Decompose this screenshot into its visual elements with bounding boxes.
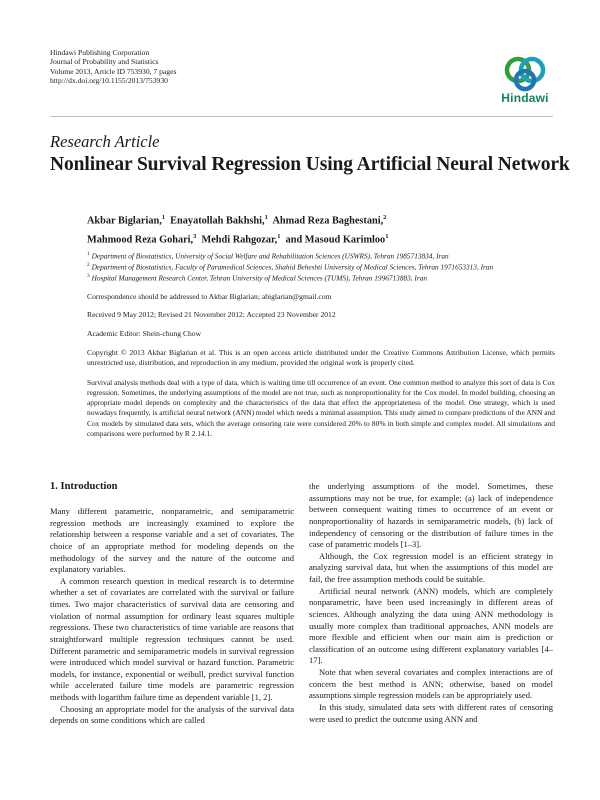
article-type: Research Article bbox=[50, 132, 160, 151]
body-paragraph: Artificial neural network (ANN) models, which are completely nonparametric, have been used increasingly in different areas of sciences. Although analyzing the data using ANN methodology is usually more complex than traditional approaches, ANN models are more flexible and efficient when our main aim is prediction or classification of an outcome using different explanatory variables [4–17]. bbox=[309, 585, 553, 666]
body-paragraph: A common research question in medical research is to determine whether a set of covariates are correlated with the survival or failure times. Two major characteristics of survival data are censoring and violation of normal assumption for ordinary least squares multiple regressions. These two characteristics of time variable are reasons that straightforward multiple regression techniques cannot be used. Different parametric and semiparametric models in survival regression were introduced which model survival or hazard function. Parametric models, for instance, exponential or weibull, predict survival function while accelerated failure time models are parametric regression methods with logarithm failure time as dependent variable [1, 2]. bbox=[50, 575, 294, 702]
author-affiliation-mark: 1 bbox=[161, 214, 166, 221]
body-paragraph: Choosing an appropriate model for the analysis of the survival data depends on some conditions which are called bbox=[50, 703, 294, 726]
logo-text: Hindawi bbox=[501, 91, 549, 105]
author-name: Ahmad Reza Baghestani, bbox=[272, 215, 384, 227]
correspondence: Correspondence should be addressed to Akbar Biglarian; abiglarian@gmail.com bbox=[87, 292, 332, 301]
body-column-left bbox=[50, 481, 294, 727]
body-paragraph: Note that when several covariates and complex interactions are of concern the best method is ANN; otherwise, based on model assumptions simple regression models can be appropriately used. bbox=[309, 667, 553, 701]
volume-info: Volume 2013, Article ID 753930, 7 pages bbox=[50, 66, 177, 76]
author-list bbox=[87, 210, 567, 249]
doi-link[interactable]: http://dx.doi.org/10.1155/2013/753930 bbox=[50, 75, 168, 85]
affiliation-item: $^1$ Department of Biostatistics, University of Social Welfare and Rehabilitation Sciences (USWRS), Tehran 1985713834, Iran bbox=[87, 251, 449, 261]
body-paragraph: Although, the Cox regression model is an efficient strategy in analyzing survival data, but when the assumptions of this model are fail, the free assumption methods could be suitable. bbox=[309, 550, 553, 584]
publisher: Hindawi Publishing Corporation bbox=[50, 48, 150, 57]
section-heading: 1. Introduction bbox=[50, 481, 118, 492]
author-affiliation-mark: 1 bbox=[385, 233, 389, 241]
author-name: and Masoud Karimloo bbox=[285, 234, 386, 246]
affiliation-list bbox=[87, 250, 557, 284]
abstract: Survival analysis methods deal with a type of data, which is waiting time till occurrence of an event. One common method to analyze this sort of data is Cox regression. Sometimes, the underlying assumptions of the model are not true, such as nonproportionality for the Cox model. In model building, choosing an appropriate model depends on complexity and the characteristics of the data that effect the appropriateness of the model. One strategy, which is used nowadays frequently, is artificial neural network (ANN) model which needs a minimal assumption. This study aimed to compare predictions of the ANN and Cox models by simulated data sets, which the average censoring rate were considered 20% to 80% in both simple and complex model. All simulations and comparisons were performed by R 2.14.1. bbox=[87, 378, 555, 438]
author-name: Mehdi Rahgozar, bbox=[201, 234, 278, 246]
journal-name: Journal of Probability and Statistics bbox=[50, 57, 159, 67]
copyright-notice: Copyright © 2013 Akbar Biglarian et al. This is an open access article distributed under the Creative Commons Attribution License, which permits unrestricted use, distribution, and reproduction in any medium, provided the original work is properly cited. bbox=[87, 348, 555, 367]
author-name: Akbar Biglarian, bbox=[87, 215, 162, 227]
author-affiliation-mark: 1 bbox=[277, 233, 281, 241]
body-paragraph: Many different parametric, nonparametric, and semiparametric regression methods are increasingly examined to explore the relationship between a response variable and a set of covariates. The choice of an appropriate method for modeling depends on the methodology of the survey and the nature of the outcome and explanatory variables. bbox=[50, 506, 294, 575]
paper-title: Nonlinear Survival Regression Using Artificial Neural Network bbox=[50, 154, 570, 175]
author-affiliation-mark: 2 bbox=[383, 214, 387, 221]
affiliation-item: $^3$ Hospital Management Research Center, Tehran University of Medical Sciences (TUMS), Tehran 1996713883, Iran bbox=[87, 273, 427, 283]
author-affiliation-mark: 1 bbox=[264, 214, 268, 221]
received-dates: Received 9 May 2012; Revised 21 November 2012; Accepted 23 November 2012 bbox=[87, 310, 336, 319]
author-affiliation-mark: 3 bbox=[193, 233, 197, 241]
author-name: Mahmood Reza Gohari, bbox=[87, 234, 194, 246]
journal-header bbox=[50, 48, 350, 85]
body-paragraph: the underlying assumptions of the model. Sometimes, these assumptions may not be true, for example: (a) lack of independence between consequent waiting times to occurrence of an event or nonproportionality of hazards in semiparametric models, (b) lack of independency of censoring or the distribution of failure times in the case of parametric models [1–3]. bbox=[309, 481, 553, 550]
body-column-right bbox=[309, 481, 553, 725]
academic-editor: Academic Editor: Shein-chung Chow bbox=[87, 329, 202, 338]
author-name: Enayatollah Bakhshi, bbox=[170, 215, 265, 227]
affiliation-item: $^2$ Department of Biostatistics, Faculty of Paramedical Sciences, Shahid Beheshti University of Medical Sciences, Tehran 1971653313, Iran bbox=[87, 262, 494, 272]
body-paragraph: In this study, simulated data sets with different rates of censoring were used to predict the outcome using ANN and bbox=[309, 701, 553, 724]
header-divider bbox=[50, 116, 553, 117]
